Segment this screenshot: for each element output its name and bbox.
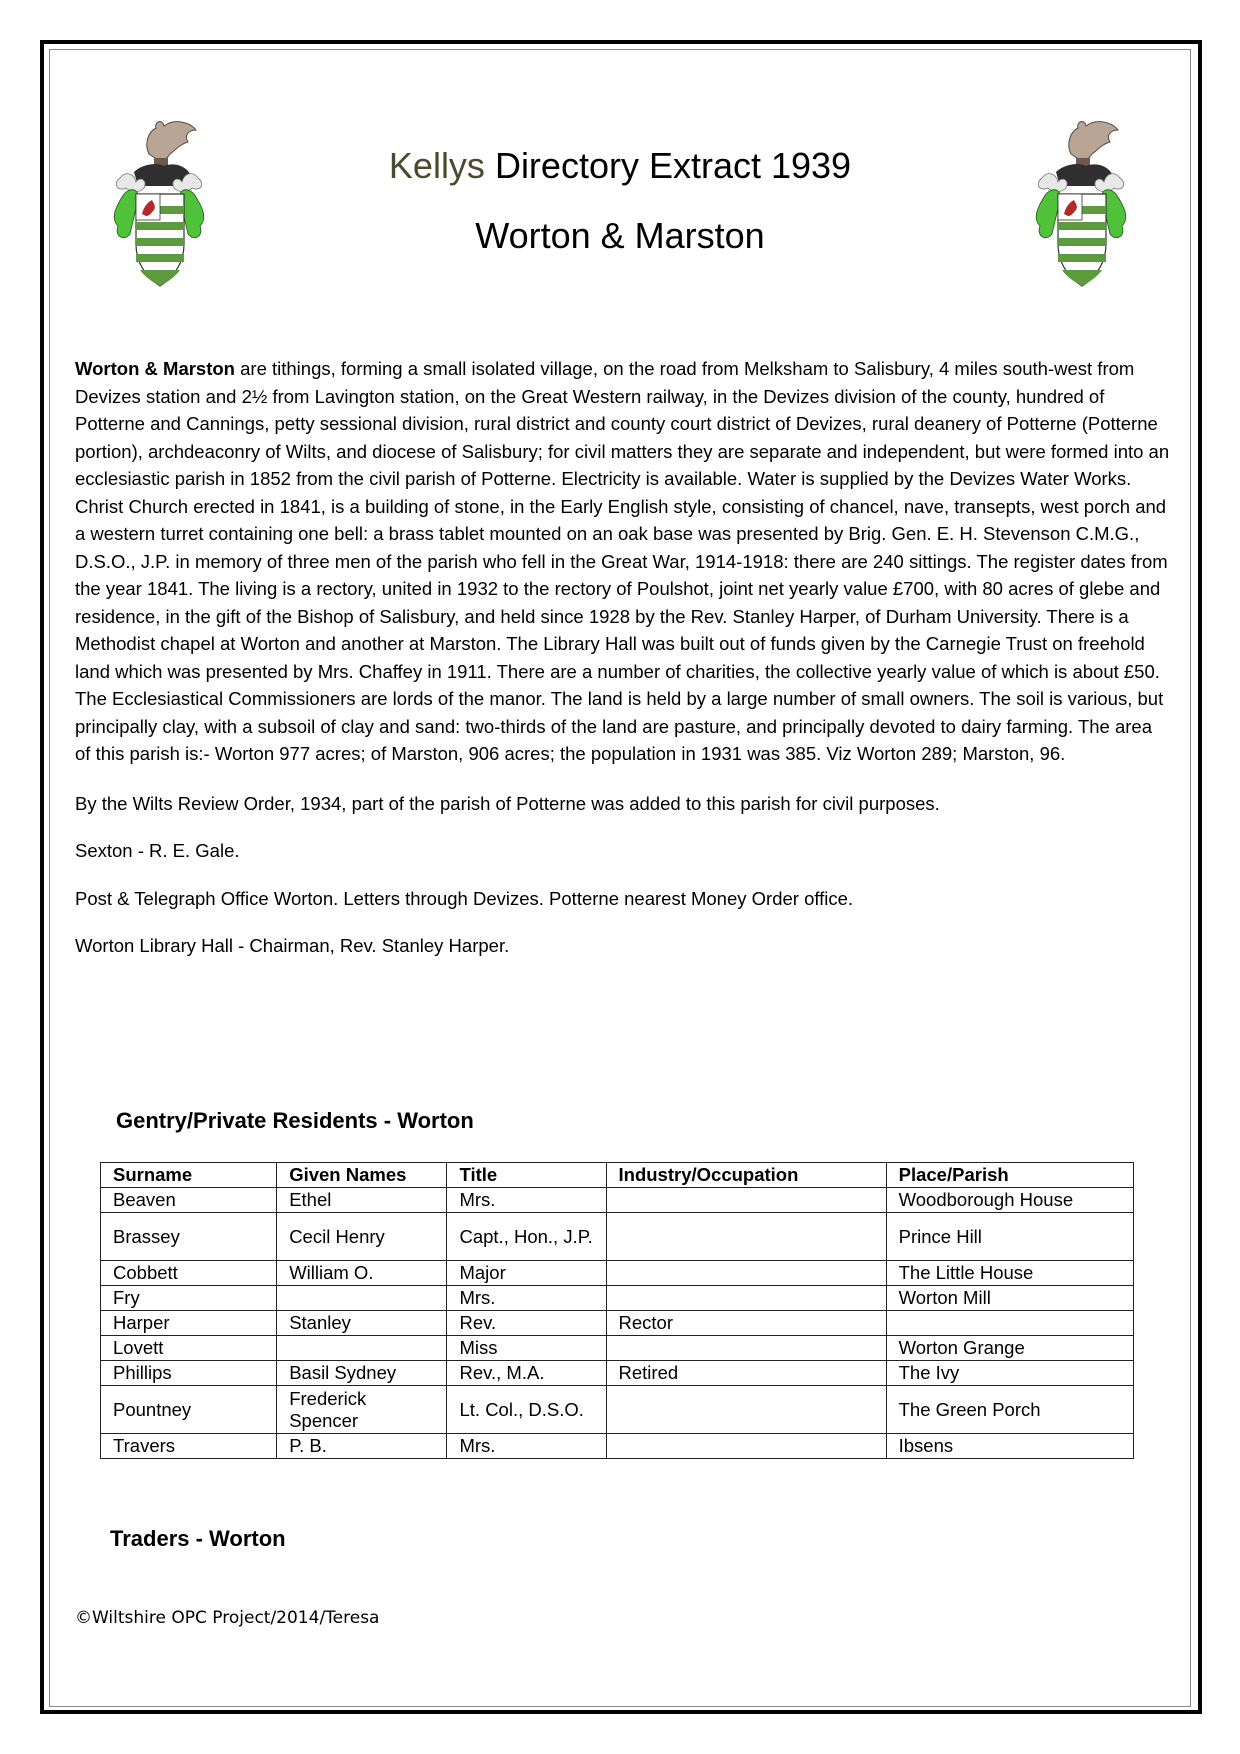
cell-title: Miss bbox=[447, 1336, 606, 1361]
cell-given-names: P. B. bbox=[277, 1434, 447, 1459]
cell-title: Major bbox=[447, 1261, 606, 1286]
cell-surname: Fry bbox=[101, 1286, 277, 1311]
title-rest: Directory Extract 1939 bbox=[484, 145, 852, 186]
note-sexton: Sexton - R. E. Gale. bbox=[75, 840, 240, 861]
cell-place: Worton Grange bbox=[886, 1336, 1133, 1361]
cell-place: Ibsens bbox=[886, 1434, 1133, 1459]
cell-occupation: Retired bbox=[606, 1361, 886, 1386]
page-subtitle: Worton & Marston bbox=[475, 215, 765, 256]
intro-bold-lead: Worton & Marston bbox=[75, 358, 235, 379]
traders-heading: Traders - Worton bbox=[110, 1526, 286, 1551]
cell-place: The Ivy bbox=[886, 1361, 1133, 1386]
cell-surname: Harper bbox=[101, 1311, 277, 1336]
cell-given-names: Ethel bbox=[277, 1188, 447, 1213]
table-row bbox=[101, 1261, 1134, 1286]
note-review-order: By the Wilts Review Order, 1934, part of the parish of Potterne was added to this parish for civil purposes. bbox=[75, 792, 940, 814]
cell-place bbox=[886, 1311, 1133, 1336]
cell-surname: Lovett bbox=[101, 1336, 277, 1361]
table-row bbox=[101, 1311, 1134, 1336]
cell-occupation bbox=[606, 1213, 886, 1261]
cell-title: Mrs. bbox=[447, 1286, 606, 1311]
cell-place: Worton Mill bbox=[886, 1286, 1133, 1311]
cell-surname: Phillips bbox=[101, 1361, 277, 1386]
cell-title: Lt. Col., D.S.O. bbox=[447, 1386, 606, 1434]
table-row bbox=[101, 1386, 1134, 1434]
column-header: Title bbox=[447, 1163, 606, 1188]
table-row bbox=[101, 1286, 1134, 1311]
cell-surname: Cobbett bbox=[101, 1261, 277, 1286]
column-header: Place/Parish bbox=[886, 1163, 1133, 1188]
cell-given-names: Cecil Henry bbox=[277, 1213, 447, 1261]
column-header: Surname bbox=[101, 1163, 277, 1188]
body-text bbox=[75, 355, 1170, 980]
note-library-hall: Worton Library Hall - Chairman, Rev. Stanley Harper. bbox=[75, 935, 510, 956]
cell-occupation bbox=[606, 1434, 886, 1459]
copyright-footer: ©Wiltshire OPC Project/2014/Teresa bbox=[75, 1608, 380, 1628]
cell-occupation bbox=[606, 1188, 886, 1213]
cell-given-names: William O. bbox=[277, 1261, 447, 1286]
coat-of-arms-icon bbox=[1026, 114, 1136, 304]
cell-surname: Brassey bbox=[101, 1213, 277, 1261]
column-header: Given Names bbox=[277, 1163, 447, 1188]
title-kellys: Kellys bbox=[388, 145, 485, 186]
cell-title: Rev., M.A. bbox=[447, 1361, 606, 1386]
cell-given-names: Stanley bbox=[277, 1311, 447, 1336]
coat-of-arms-icon bbox=[104, 114, 214, 304]
cell-surname: Travers bbox=[101, 1434, 277, 1459]
table-row bbox=[101, 1434, 1134, 1459]
gentry-table bbox=[100, 1162, 1134, 1459]
cell-given-names bbox=[277, 1336, 447, 1361]
table-header-row bbox=[101, 1163, 1134, 1188]
cell-given-names bbox=[277, 1286, 447, 1311]
page-title bbox=[0, 144, 1240, 188]
gentry-heading: Gentry/Private Residents - Worton bbox=[116, 1108, 474, 1133]
cell-occupation bbox=[606, 1261, 886, 1286]
cell-place: The Little House bbox=[886, 1261, 1133, 1286]
cell-title: Rev. bbox=[447, 1311, 606, 1336]
cell-occupation bbox=[606, 1386, 886, 1434]
cell-occupation: Rector bbox=[606, 1311, 886, 1336]
cell-occupation bbox=[606, 1286, 886, 1311]
cell-occupation bbox=[606, 1336, 886, 1361]
table-row bbox=[101, 1188, 1134, 1213]
cell-given-names: Basil Sydney bbox=[277, 1361, 447, 1386]
cell-surname: Beaven bbox=[101, 1188, 277, 1213]
table-row bbox=[101, 1361, 1134, 1386]
cell-given-names: Frederick Spencer bbox=[277, 1386, 447, 1434]
cell-place: The Green Porch bbox=[886, 1386, 1133, 1434]
table-row bbox=[101, 1213, 1134, 1261]
cell-surname: Pountney bbox=[101, 1386, 277, 1434]
intro-text: are tithings, forming a small isolated village, on the road from Melksham to Salisbury, 4 miles south-west from Devizes station and 2½ from Lavington station, on the Great Western railway, in the Devizes division of the county, hundred of Potterne and Cannings, petty sessional division, rural district and county court district of Devizes, rural deanery of Potterne (Potterne portion), archdeaconry of Wilts, and diocese of Salisbury; for civil matters they are separate and independent, but were formed into an ecclesiastic parish in 1852 from the civil parish of Potterne. Electricity is available. Water is supplied by the Devizes Water Works. Christ Church erected in 1841, is a building of stone, in the Early English style, consisting of chancel, nave, transepts, west porch and a western turret containing one bell: a brass tablet mounted on an oak base was presented by Brig. Gen. E. H. Stevenson C.M.G., D.S.O., J.P. in memory of three men of the parish who fell in the Great War, 1914-1918: there are 240 sittings. The register dates from the year 1841. The living is a rectory, united in 1932 to the rectory of Poulshot, joint net yearly value £700, with 80 acres of glebe and residence, in the gift of the Bishop of Salisbury, and held since 1928 by the Rev. Stanley Harper, of Durham University. There is a Methodist chapel at Worton and another at Marston. The Library Hall was built out of funds given by the Carnegie Trust on freehold land which was presented by Mrs. Chaffey in 1911. There are a number of charities, the collective yearly value of which is about £50. The Ecclesiastical Commissioners are lords of the manor. The land is held by a large number of small owners. The soil is various, but principally clay, with a subsoil of clay and sand: two-thirds of the land are pasture, and principally devoted to dairy farming. The area of this parish is:- Worton 977 acres; of Marston, 906 acres; the population in 1931 was 385. Viz Worton 289; Marston, 96. bbox=[75, 358, 1170, 764]
note-post-office: Post & Telegraph Office Worton. Letters through Devizes. Potterne nearest Money Order office. bbox=[75, 887, 854, 909]
cell-place: Woodborough House bbox=[886, 1188, 1133, 1213]
cell-title: Mrs. bbox=[447, 1434, 606, 1459]
cell-title: Capt., Hon., J.P. bbox=[447, 1213, 606, 1261]
cell-place: Prince Hill bbox=[886, 1213, 1133, 1261]
cell-title: Mrs. bbox=[447, 1188, 606, 1213]
intro-paragraph bbox=[75, 355, 1170, 768]
table-row bbox=[101, 1336, 1134, 1361]
column-header: Industry/Occupation bbox=[606, 1163, 886, 1188]
